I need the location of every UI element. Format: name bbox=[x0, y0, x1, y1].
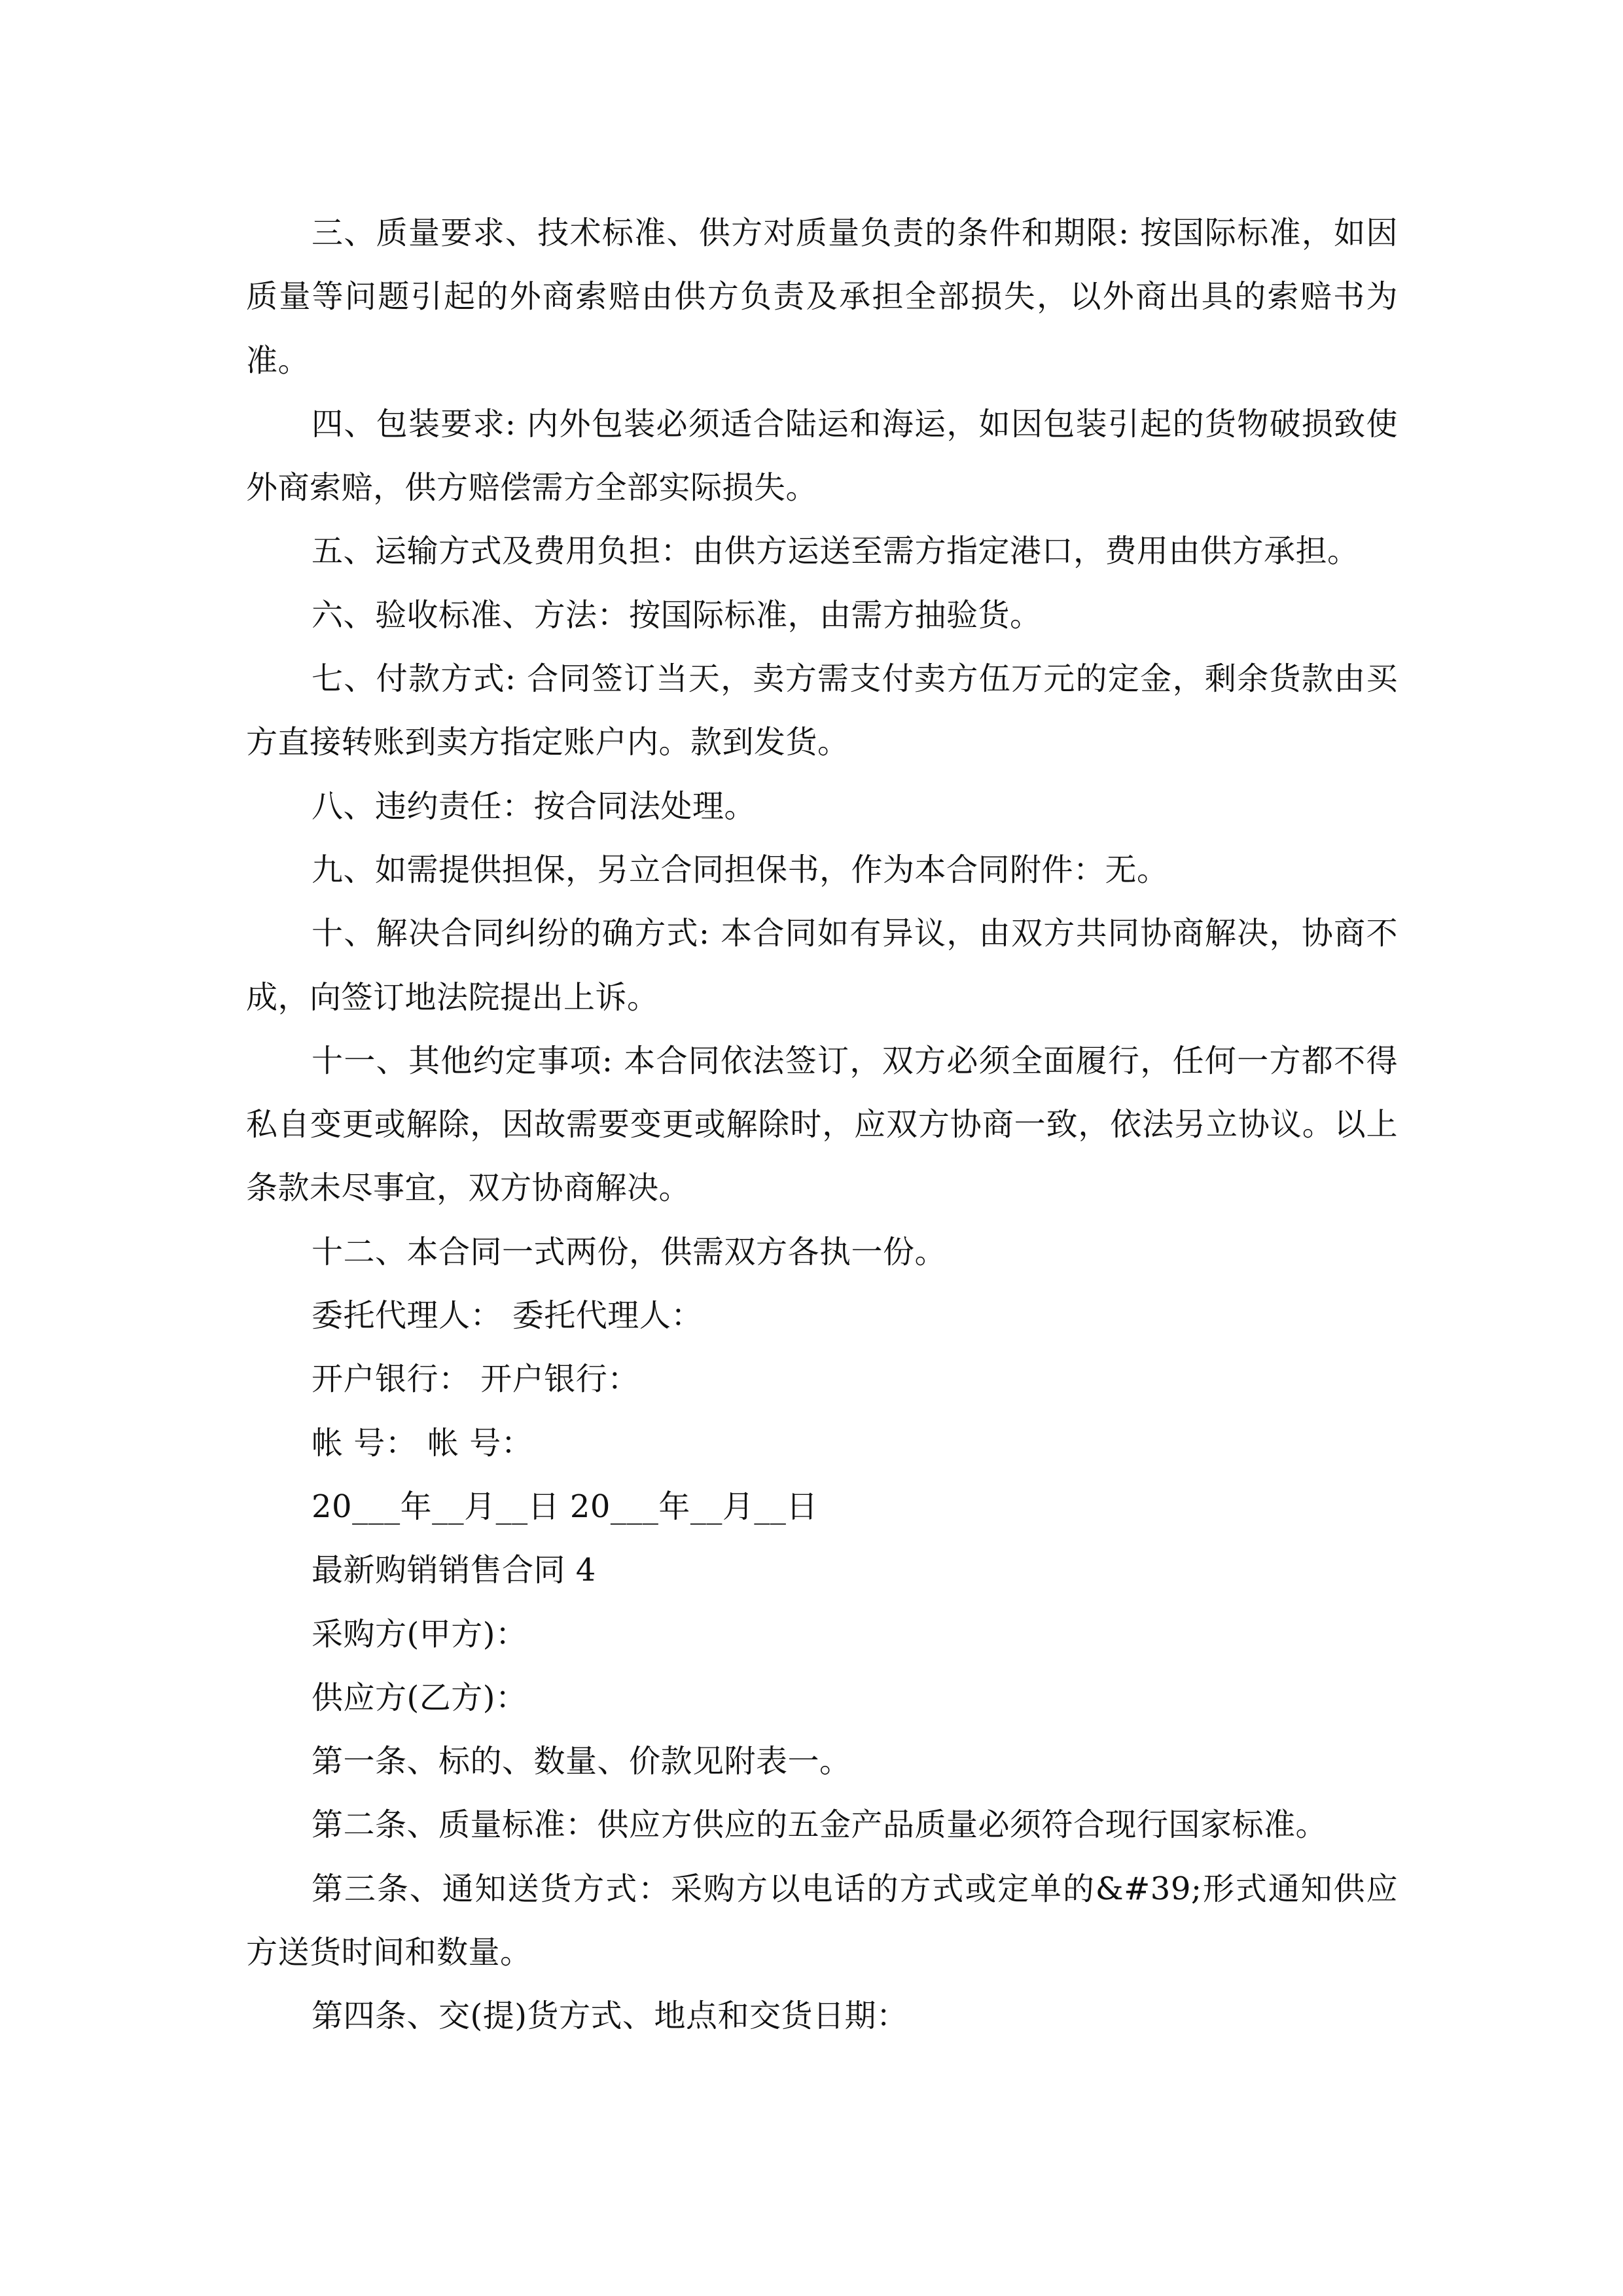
date-line: 20___年__月__日 20___年__月__日 bbox=[312, 1488, 818, 1525]
clause-10-disputes: 十、解决合同纠纷的确方式: 本合同如有异议，由双方共同协商解决，协商不成，向签订地法院提出上诉。 bbox=[246, 915, 1398, 1016]
clause-6-acceptance: 六、验收标准、方法：按国际标准，由需方抽验货。 bbox=[312, 596, 1042, 634]
article-2: 第二条、质量标准：供应方供应的五金产品质量必须符合现行国家标准。 bbox=[312, 1806, 1328, 1844]
contract-body bbox=[246, 202, 1398, 2049]
supplier-line: 供应方(乙方)： bbox=[312, 1679, 527, 1716]
article-4: 第四条、交(提)货方式、地点和交货日期： bbox=[312, 1998, 908, 2035]
bank-line: 开户银行： 开户银行： bbox=[312, 1361, 639, 1398]
article-1: 第一条、标的、数量、价款见附表一。 bbox=[312, 1743, 851, 1780]
clause-7-payment: 七、付款方式: 合同签订当天，卖方需支付卖方伍万元的定金，剩余货款由买方直接转账到卖方指定账户内。款到发货。 bbox=[246, 660, 1398, 761]
clause-3-quality: 三、质量要求、技术标准、供方对质量负责的条件和期限: 按国际标准，如因质量等问题引起的外商索赔由供方负责及承担全部损失，以外商出具的索赔书为准。 bbox=[246, 215, 1398, 379]
clause-11-other: 十一、其他约定事项: 本合同依法签订，双方必须全面履行，任何一方都不得私自变更或解除，因故需要变更或解除时，应双方协商一致，依法另立协议。以上条款未尽事宜，双方协商解决。 bbox=[246, 1042, 1398, 1207]
clause-8-liability: 八、违约责任：按合同法处理。 bbox=[312, 787, 757, 825]
clause-9-guarantee: 九、如需提供担保，另立合同担保书，作为本合同附件：无。 bbox=[312, 851, 1169, 888]
clause-4-packaging: 四、包装要求: 内外包装必须适合陆运和海运，如因包装引起的货物破损致使外商索赔，供方赔偿需方全部实际损失。 bbox=[246, 405, 1398, 507]
clause-5-transport: 五、运输方式及费用负担：由供方运送至需方指定港口，费用由供方承担。 bbox=[312, 533, 1359, 570]
agent-line: 委托代理人： 委托代理人： bbox=[312, 1297, 703, 1335]
clause-12-copies: 十二、本合同一式两份，供需双方各执一份。 bbox=[312, 1233, 947, 1270]
buyer-line: 采购方(甲方)： bbox=[312, 1615, 527, 1653]
article-3: 第三条、通知送货方式：采购方以电话的方式或定单的&#39;形式通知供应方送货时间和数量。 bbox=[246, 1870, 1398, 1971]
section-title: 最新购销销售合同 4 bbox=[312, 1552, 596, 1589]
account-line: 帐 号： 帐 号： bbox=[312, 1424, 533, 1462]
